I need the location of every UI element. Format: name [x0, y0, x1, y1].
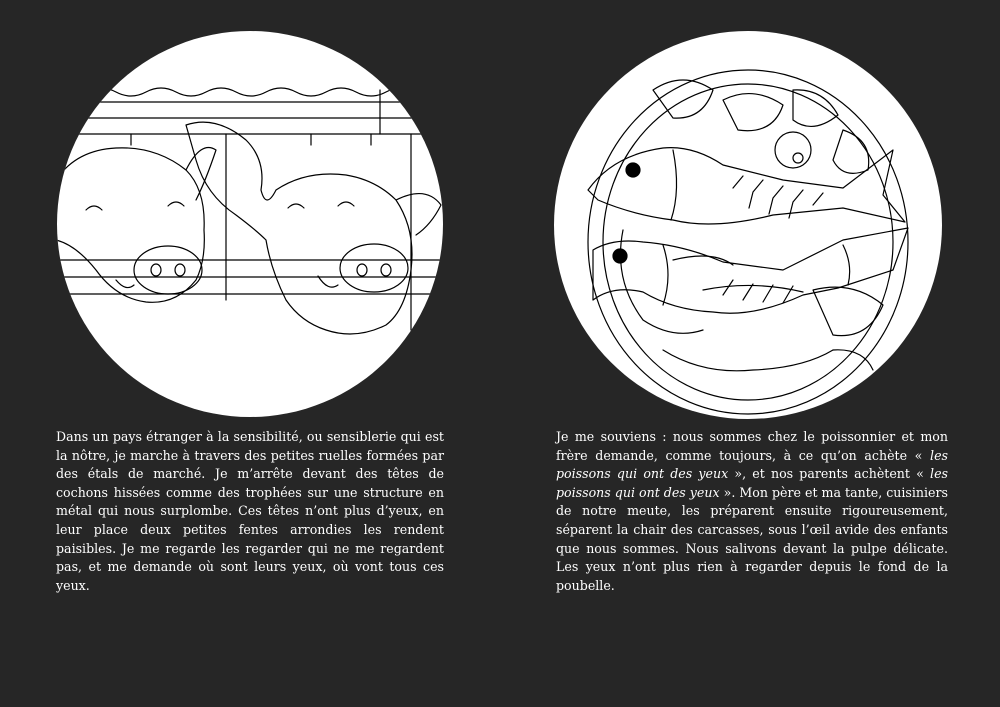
- right-page: [500, 0, 1000, 707]
- right-paragraph: [556, 428, 948, 595]
- right-text-part2: », et nos parents achètent «: [728, 466, 931, 482]
- fish-platter-illustration: [553, 30, 943, 420]
- right-text-part3: ». Mon père et ma tante, cuisiniers de notre meute, les préparent ensuite rigoureusement, séparent la chair des carcasses, sous l’œil avide des enfants que nous sommes. Nous salivons devant la pulpe délicate. Les yeux n’ont plus rien à regarder depuis le fond de la poubelle.: [556, 484, 948, 593]
- right-text-part1: Je me souviens : nous sommes chez le poissonnier et mon frère demande, comme toujours, à ce qu’on achète «: [556, 429, 948, 463]
- pig-heads-illustration: [56, 30, 444, 418]
- pig-heads-drawing: [56, 30, 444, 418]
- left-paragraph: [56, 428, 444, 595]
- left-paragraph-text: Dans un pays étranger à la sensibilité, ou sensiblerie qui est la nôtre, je marche à travers des petites ruelles formées par des étals de marché. Je m’arrête devant des têtes de cochons hissées comme des trophées sur une structure en métal qui nous surplombe. Ces têtes n’ont plus d’yeux, en leur place deux petites fentes arrondies les rendent paisibles. Je me regarde les regarder qui ne me regardent pas, et me demande où sont leurs yeux, où vont tous ces yeux.: [56, 429, 444, 593]
- right-text-quote1: les poissons qui ont des yeux: [556, 447, 948, 482]
- right-text-quote2: les poissons qui ont des yeux: [556, 466, 948, 500]
- fish-platter-drawing: [553, 30, 943, 420]
- right-paragraph-text: [556, 428, 948, 595]
